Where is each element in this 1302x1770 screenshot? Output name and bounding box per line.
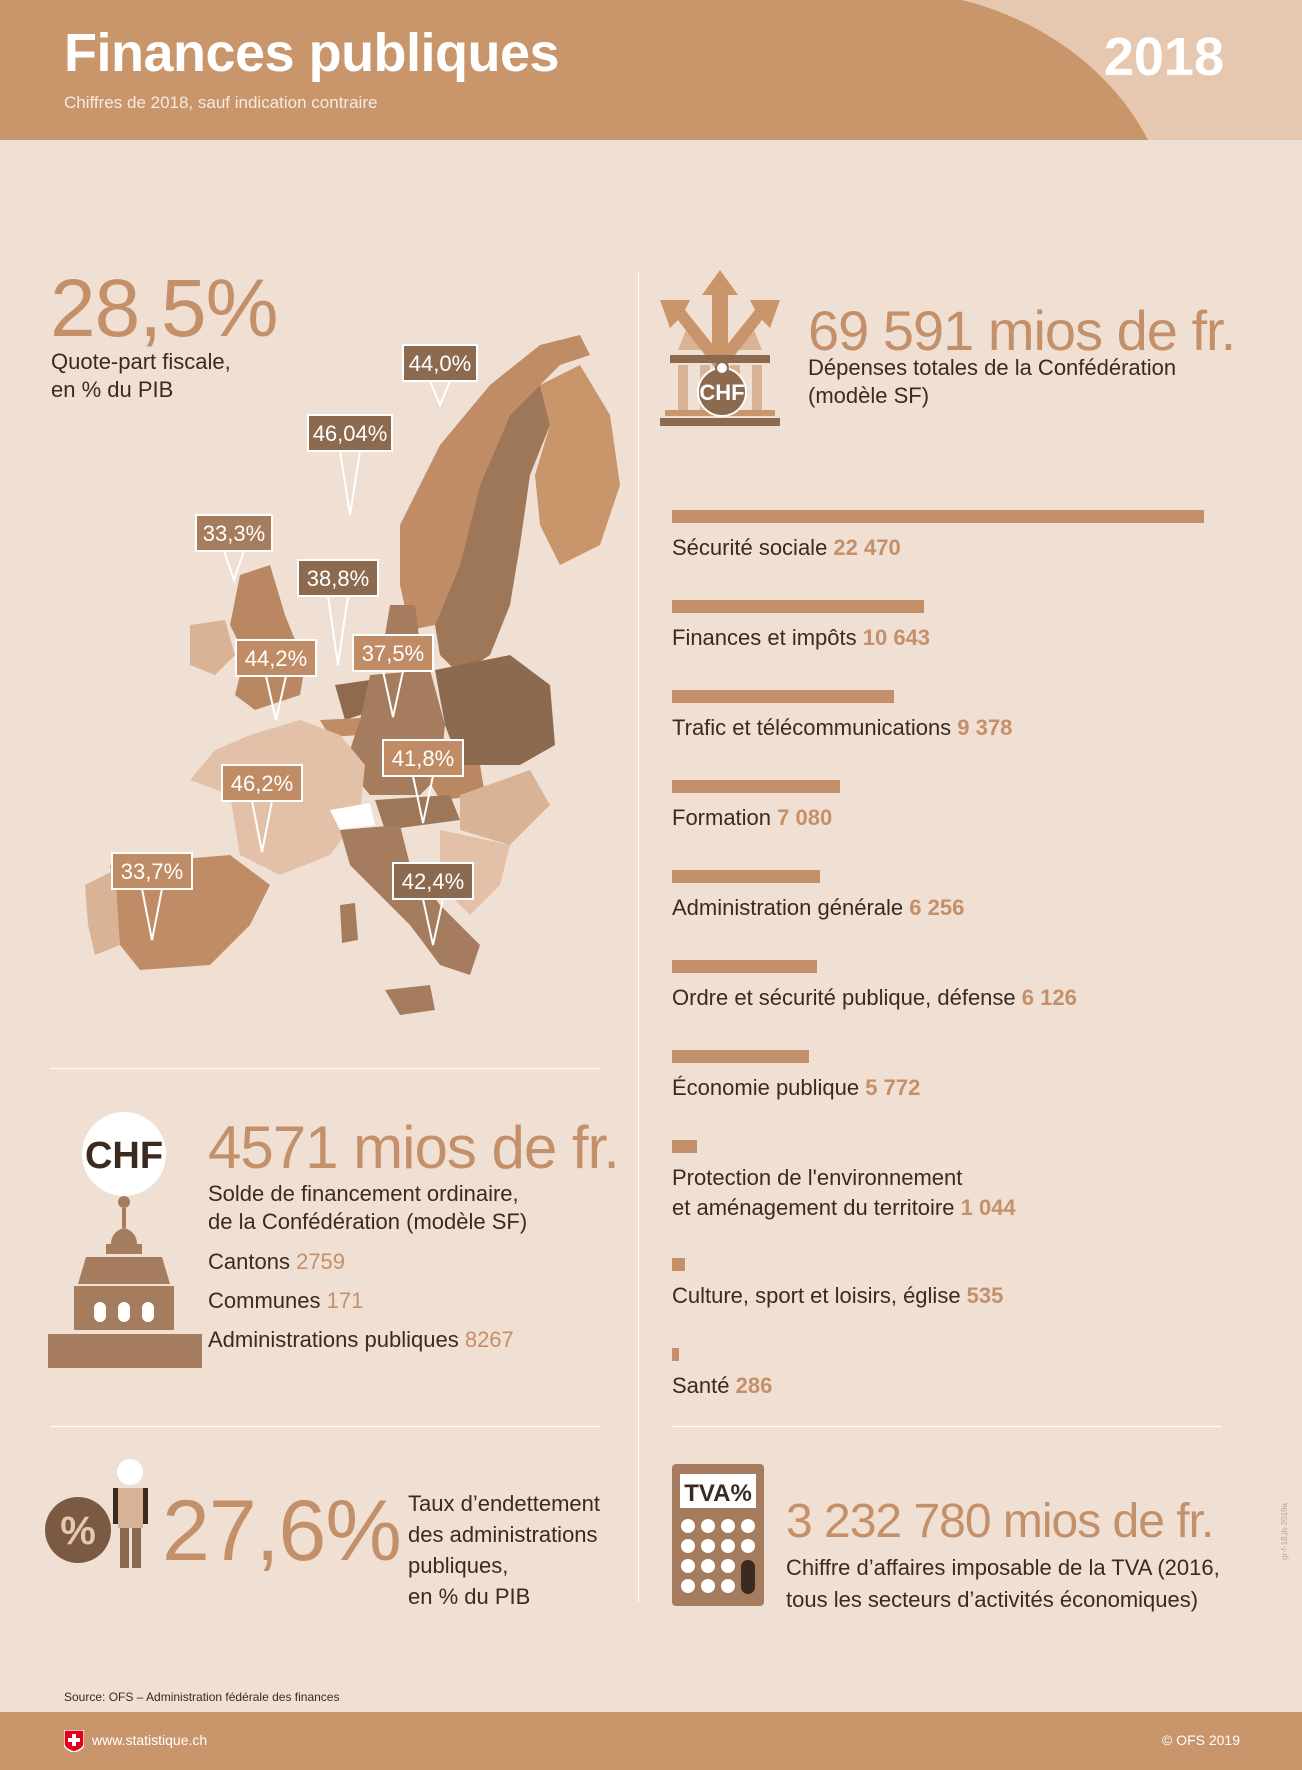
balance-value: 4571 mios de fr. [208, 1114, 619, 1181]
bar-label-text: Trafic et télécommunications 9 378 [672, 715, 1013, 740]
bar-row [672, 1348, 1232, 1401]
debt-label-line4: en % du PIB [408, 1584, 531, 1609]
debt-label-line2: des administrations [408, 1522, 598, 1547]
bar-row [672, 600, 1232, 653]
balance-item-communes-label: Communes [208, 1288, 321, 1313]
bar-4 [672, 780, 840, 793]
vat-label [786, 1552, 1220, 1616]
expenses-icon-text: CHF [699, 380, 745, 405]
map-callout-germany-label: 37,5% [361, 641, 425, 666]
bar-value-label: 1 044 [954, 1195, 1016, 1220]
map-country-ireland [190, 620, 235, 675]
copyright-note: © OFS 2019 [1161, 1732, 1240, 1748]
bar-label [672, 1281, 1232, 1311]
debt-label-line1: Taux d’endettement [408, 1491, 601, 1516]
balance-item-cantons-label: Cantons [208, 1249, 290, 1274]
map-callout-france-label: 46,2% [230, 771, 294, 796]
calculator-icon [670, 1462, 766, 1608]
bar-label [672, 623, 1232, 653]
map-callout-denmark-label: 46,04% [312, 421, 388, 446]
fiscal-quota-label-line1: Quote-part fiscale, [51, 349, 231, 374]
bar-row [672, 780, 1232, 833]
map-country-sicily [385, 985, 435, 1015]
bar-row [672, 1258, 1232, 1311]
bar-label-text: Administration générale 6 256 [672, 895, 965, 920]
bar-value-label: 535 [960, 1283, 1004, 1308]
debt-label-line3: publiques, [408, 1553, 509, 1578]
bar-label-text: Finances et impôts 10 643 [672, 625, 931, 650]
divider-left-2 [50, 1426, 600, 1427]
balance-item-cantons [208, 1248, 345, 1276]
bar-value-label: 9 378 [951, 715, 1013, 740]
swiss-flag-icon [64, 1730, 84, 1752]
balance-item-communes-value: 171 [326, 1288, 364, 1313]
bar-label-text: Santé 286 [672, 1373, 773, 1398]
bar-label-text: Économie publique 5 772 [672, 1075, 921, 1100]
balance-item-communes [208, 1287, 363, 1315]
balance-item-administrations-label: Administrations publiques [208, 1327, 459, 1352]
divider-left-1 [50, 1068, 600, 1069]
side-code: gr-f-18.jb-2019a [1280, 1503, 1289, 1560]
europe-map [40, 325, 620, 1045]
header-banner [0, 0, 1302, 140]
map-country-sardinia [340, 903, 358, 943]
fiscal-quota-label-line2: en % du PIB [51, 377, 174, 402]
expenses-value: 69 591 mios de fr. [808, 299, 1236, 362]
balance-icon-text: CHF [84, 1135, 164, 1177]
bar-row [672, 510, 1232, 563]
bar-row [672, 690, 1232, 743]
map-callout-belgium-label: 44,2% [244, 646, 308, 671]
bar-label-text: et aménagement du territoire 1 044 [672, 1195, 1016, 1220]
map-country-uk [230, 565, 308, 710]
page-title: Finances publiques [64, 23, 560, 83]
bar-5 [672, 870, 820, 883]
map-callout-netherlands-label: 38,8% [306, 566, 370, 591]
bar-value-label: 10 643 [856, 625, 931, 650]
balance-label [208, 1180, 527, 1236]
source-note: Source: OFS – Administration fédérale des finances [64, 1690, 340, 1704]
bar-6 [672, 960, 817, 973]
bar-label-text: Formation 7 080 [672, 805, 833, 830]
balance-label-line1: Solde de financement ordinaire, [208, 1181, 519, 1206]
map-callout-uk-label: 33,3% [202, 521, 266, 546]
bar-2 [672, 600, 924, 613]
map-callout-spain-label: 33,7% [120, 859, 184, 884]
map-callout-norway-label: 44,0% [408, 351, 472, 376]
bar-label [672, 533, 1232, 563]
bar-10 [672, 1348, 679, 1361]
balance-item-administrations [208, 1326, 514, 1354]
bar-label-text: Culture, sport et loisirs, église 535 [672, 1283, 1004, 1308]
map-callout-norway [403, 345, 477, 405]
balance-item-administrations-value: 8267 [464, 1327, 514, 1352]
bar-label [672, 1073, 1232, 1103]
bar-value-label: 6 126 [1015, 985, 1077, 1010]
bar-label [672, 1163, 1232, 1223]
bar-row [672, 1140, 1232, 1223]
bar-value-label: 5 772 [859, 1075, 921, 1100]
fiscal-quota-value: 28,5% [50, 263, 278, 354]
bar-label-text: Protection de l'environnement [672, 1165, 963, 1190]
debt-value: 27,6% [162, 1483, 401, 1579]
website-link[interactable]: www.statistique.ch [92, 1732, 208, 1748]
bar-3 [672, 690, 894, 703]
bar-label-text: Sécurité sociale 22 470 [672, 535, 901, 560]
bar-row [672, 1050, 1232, 1103]
divider-right-1 [672, 1426, 1222, 1427]
bar-label [672, 893, 1232, 923]
bar-9 [672, 1258, 685, 1271]
government-spending-icon [650, 270, 790, 440]
vat-label-line2: tous les secteurs d’activités économiques) [786, 1587, 1199, 1612]
bar-label [672, 983, 1232, 1013]
bar-row [672, 960, 1232, 1013]
bar-label-text: Ordre et sécurité publique, défense 6 126 [672, 985, 1077, 1010]
bar-value-label: 7 080 [771, 805, 833, 830]
balance-item-cantons-value: 2759 [296, 1249, 346, 1274]
debt-percent-icon: % [60, 1509, 96, 1553]
vat-label-line1: Chiffre d’affaires imposable de la TVA (2016, [786, 1555, 1220, 1580]
bar-1 [672, 510, 1204, 523]
expenses-label-line1: Dépenses totales de la Confédération [808, 355, 1177, 380]
bar-label [672, 713, 1232, 743]
map-callout-denmark [308, 415, 392, 515]
debt-person-icon [44, 1458, 154, 1570]
bar-8 [672, 1140, 697, 1153]
vat-value: 3 232 780 mios de fr. [786, 1495, 1214, 1548]
expenses-label-line2: (modèle SF) [808, 383, 930, 408]
map-callout-italy-label: 42,4% [401, 869, 465, 894]
parliament-building-icon [46, 1112, 206, 1382]
page-subtitle: Chiffres de 2018, sauf indication contraire [64, 93, 378, 112]
vertical-divider [638, 272, 639, 1602]
bar-label [672, 803, 1232, 833]
bar-row [672, 870, 1232, 923]
map-callout-austria-label: 41,8% [391, 746, 455, 771]
bar-value-label: 6 256 [903, 895, 965, 920]
map-country-finland [535, 365, 620, 565]
debt-label [408, 1488, 600, 1612]
bar-value-label: 286 [729, 1373, 773, 1398]
year-badge: 2018 [1103, 27, 1224, 87]
bar-value-label: 22 470 [827, 535, 901, 560]
vat-icon-text: TVA% [684, 1480, 752, 1507]
bar-label [672, 1371, 1232, 1401]
expenses-label [808, 354, 1176, 410]
bar-7 [672, 1050, 809, 1063]
balance-label-line2: de la Confédération (modèle SF) [208, 1209, 528, 1234]
